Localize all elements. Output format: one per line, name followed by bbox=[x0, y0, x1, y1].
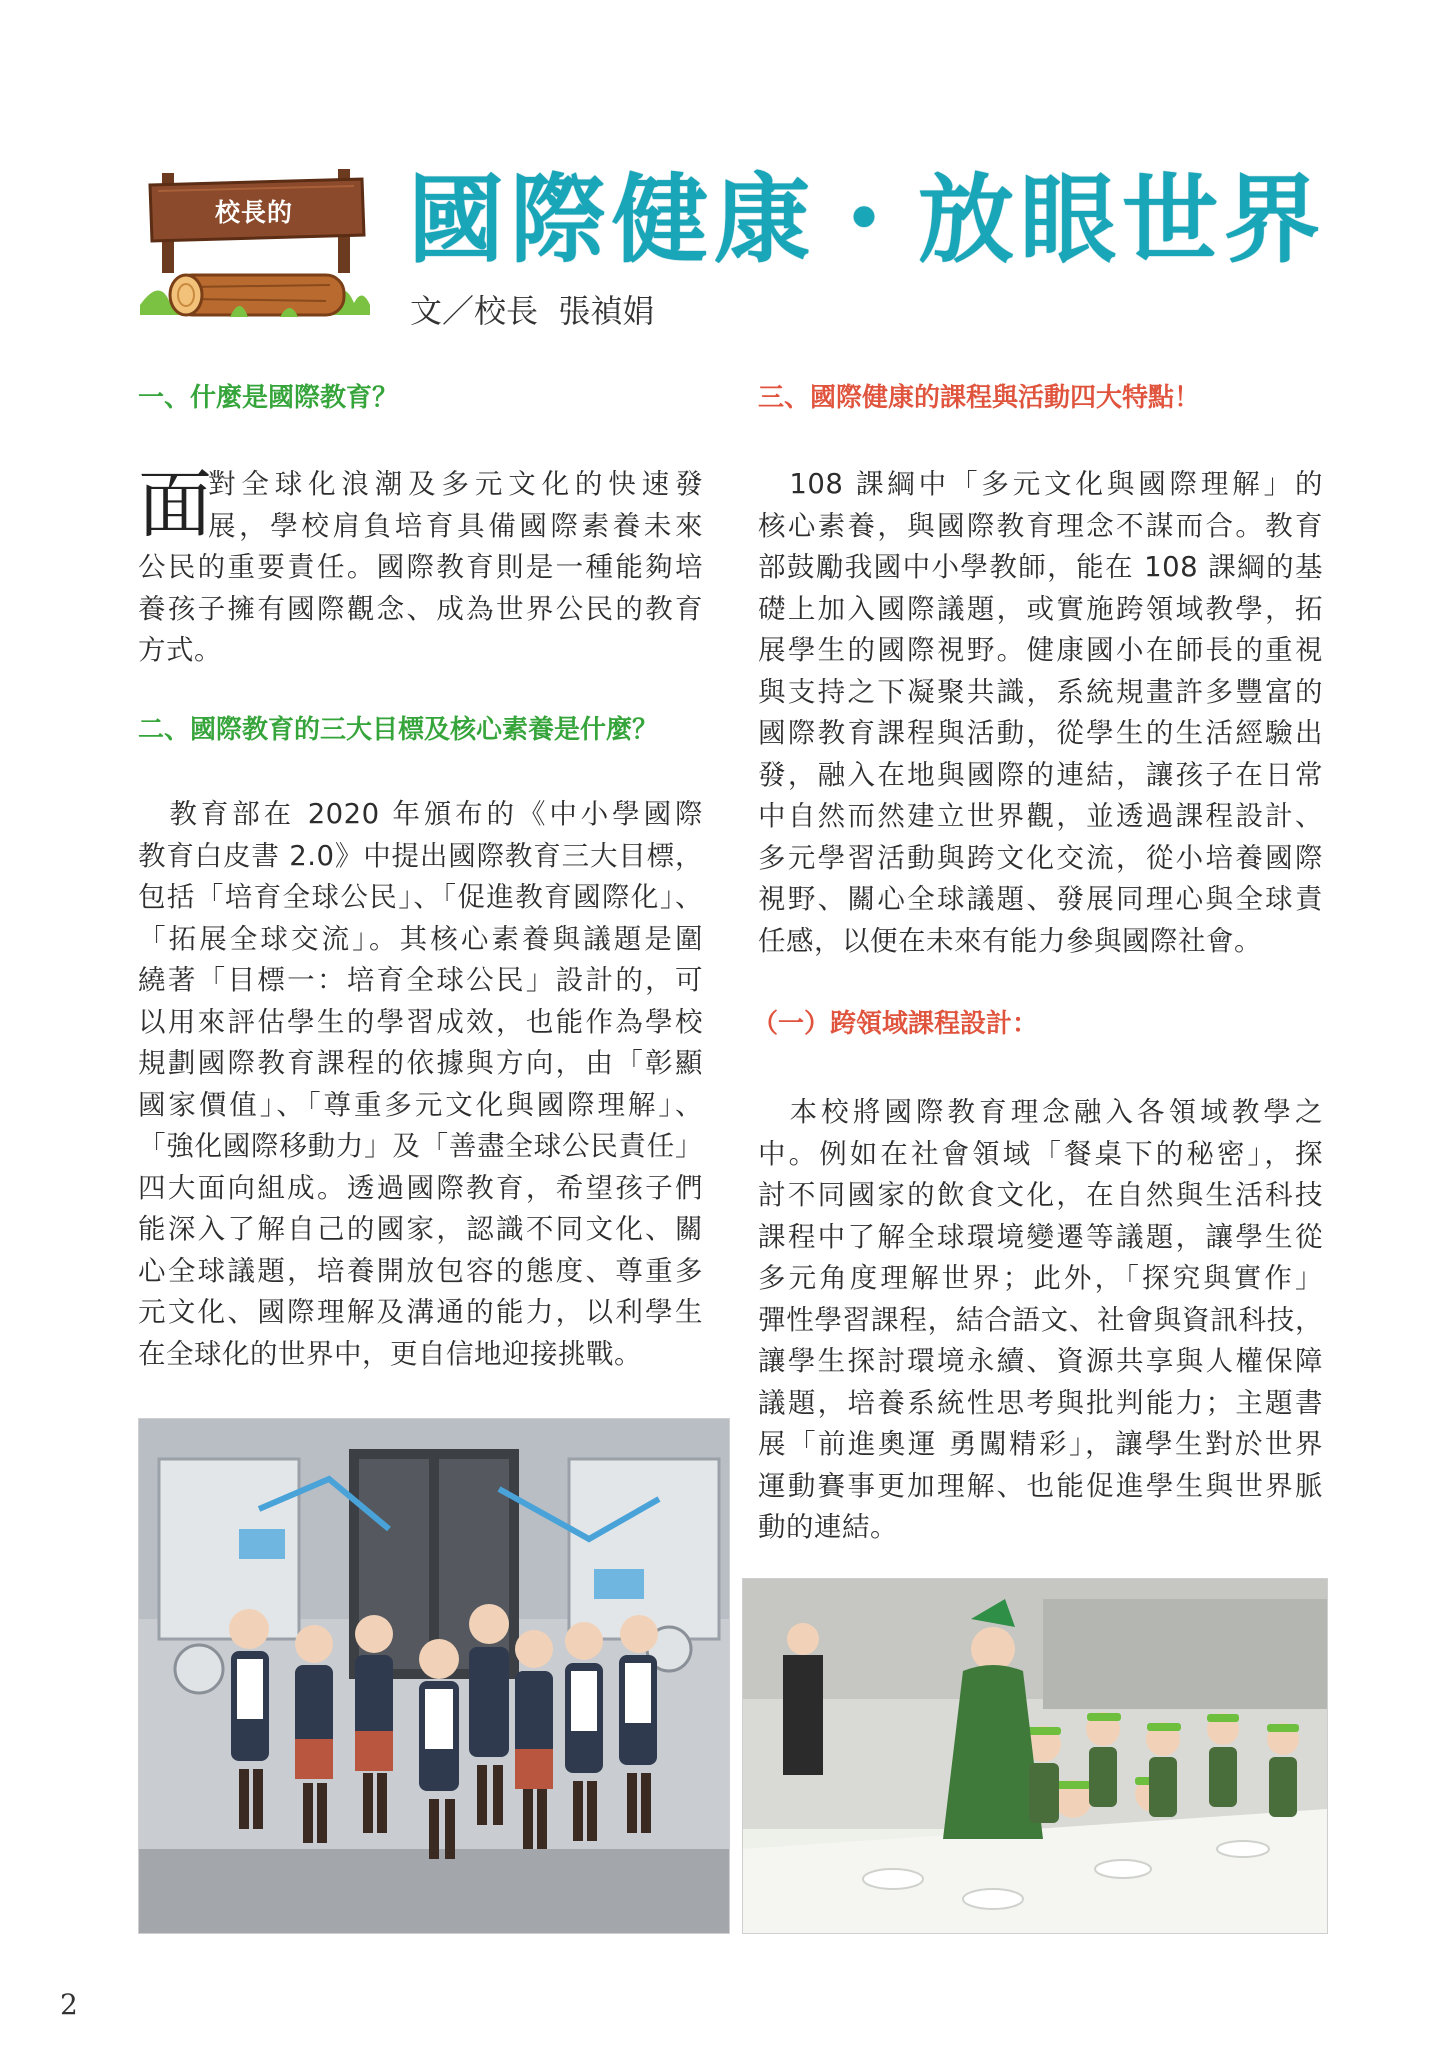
body-line: 討不同國家的飲食文化，在自然與生活科技 bbox=[758, 1179, 1323, 1211]
body-line: 教育白皮書 2.0》中提出國際教育三大目標， bbox=[138, 839, 703, 872]
body-line: 繞著「目標一：培育全球公民」設計的，可 bbox=[138, 964, 703, 996]
body-line: 「拓展全球交流」。其核心素養與議題是圍 bbox=[138, 922, 703, 955]
body-line: 心全球議題，培養開放包容的態度、尊重多 bbox=[138, 1254, 703, 1287]
body-line: 108 課綱中「多元文化與國際理解」的 bbox=[758, 468, 1323, 500]
section3-heading: 三、國際健康的課程與活動四大特點！ bbox=[758, 383, 1201, 413]
body-line: 展，學校肩負培育具備國際素養未來 bbox=[208, 509, 703, 542]
body-line: 運動賽事更加理解、也能促進學生與世界脈 bbox=[758, 1469, 1323, 1502]
body-line: 部鼓勵我國中小學教師，能在 108 課綱的基 bbox=[758, 551, 1323, 583]
body-line: 彈性學習課程，結合語文、社會與資訊科技， bbox=[758, 1303, 1323, 1336]
section2-body bbox=[138, 794, 703, 1375]
body-line: 議題，培養系統性思考與批判能力；主題書 bbox=[758, 1386, 1323, 1419]
body-line: 養孩子擁有國際觀念、成為世界公民的教育 bbox=[138, 592, 703, 625]
body-line: 包括「培育全球公民」、「促進教育國際化」、 bbox=[138, 881, 703, 913]
body-line: 元文化、國際理解及溝通的能力，以利學生 bbox=[138, 1296, 703, 1328]
students-photo-illustration bbox=[139, 1419, 729, 1933]
badge-label: 校長的話 bbox=[214, 198, 293, 271]
body-line: 教育部在 2020 年頒布的《中小學國際 bbox=[138, 798, 703, 830]
subsection1-body bbox=[758, 1092, 1323, 1549]
page-number: 2 bbox=[60, 1988, 78, 2021]
body-line: 規劃國際教育課程的依據與方向，由「彰顯 bbox=[138, 1047, 703, 1079]
body-line: 方式。 bbox=[138, 634, 222, 666]
body-line: 四大面向組成。透過國際教育，希望孩子們 bbox=[138, 1171, 703, 1204]
body-line: 礎上加入國際議題，或實施跨領域教學，拓 bbox=[758, 592, 1323, 625]
body-line: 以用來評估學生的學習成效，也能作為學校 bbox=[138, 1005, 703, 1038]
body-line: 與支持之下凝聚共識，系統規畫許多豐富的 bbox=[758, 675, 1323, 708]
section2-heading: 二、國際教育的三大目標及核心素養是什麼？ bbox=[138, 715, 659, 745]
photo-dining-activity bbox=[742, 1578, 1328, 1934]
body-line: 多元學習活動與跨文化交流，從小培養國際 bbox=[758, 841, 1323, 874]
body-line: 本校將國際教育理念融入各領域教學之 bbox=[758, 1096, 1323, 1128]
photo-students-exhibit bbox=[138, 1418, 730, 1934]
body-line: 能深入了解自己的國家，認識不同文化、關 bbox=[138, 1213, 703, 1245]
body-line: 對全球化浪潮及多元文化的快速發 bbox=[208, 468, 703, 500]
dining-photo-illustration bbox=[743, 1579, 1327, 1933]
body-line: 發，融入在地與國際的連結，讓孩子在日常 bbox=[758, 758, 1323, 791]
body-line: 核心素養，與國際教育理念不謀而合。教育 bbox=[758, 509, 1323, 542]
body-line: 課程中了解全球環境變遷等議題，讓學生從 bbox=[758, 1220, 1323, 1253]
body-line: 多元角度理解世界；此外，「探究與實作」 bbox=[758, 1262, 1323, 1294]
body-line: 展學生的國際視野。健康國小在師長的重視 bbox=[758, 634, 1323, 666]
section3-body bbox=[758, 464, 1323, 962]
body-line: 中自然而然建立世界觀，並透過課程設計、 bbox=[758, 800, 1323, 832]
body-line: 動的連結。 bbox=[758, 1511, 898, 1543]
body-line: 公民的重要責任。國際教育則是一種能夠培 bbox=[138, 551, 703, 583]
article-byline: 文／校長 張禎娟 bbox=[410, 292, 655, 330]
body-line: 在全球化的世界中，更自信地迎接挑戰。 bbox=[138, 1337, 642, 1370]
section1-heading: 一、什麼是國際教育？ bbox=[138, 383, 399, 413]
column-badge bbox=[140, 165, 372, 325]
body-line: 任感，以便在未來有能力參與國際社會。 bbox=[758, 924, 1262, 957]
body-line: 展「前進奧運 勇闖精彩」，讓學生對於世界 bbox=[758, 1428, 1323, 1460]
body-line: 視野、關心全球議題、發展同理心與全球責 bbox=[758, 883, 1323, 915]
body-line: 中。例如在社會領域「餐桌下的秘密」，探 bbox=[758, 1137, 1323, 1170]
body-line: 國家價值」、「尊重多元文化與國際理解」、 bbox=[138, 1088, 703, 1121]
subsection1-heading: （一）跨領域課程設計： bbox=[752, 1009, 1039, 1039]
body-line: 「強化國際移動力」及「善盡全球公民責任」 bbox=[138, 1130, 703, 1162]
article-title: 國際健康・放眼世界 bbox=[408, 163, 1326, 276]
body-line: 國際教育課程與活動，從學生的生活經驗出 bbox=[758, 717, 1323, 749]
drop-cap: 面 bbox=[138, 462, 212, 548]
body-line: 讓學生探討環境永續、資源共享與人權保障 bbox=[758, 1345, 1323, 1377]
section1-body bbox=[138, 464, 703, 672]
